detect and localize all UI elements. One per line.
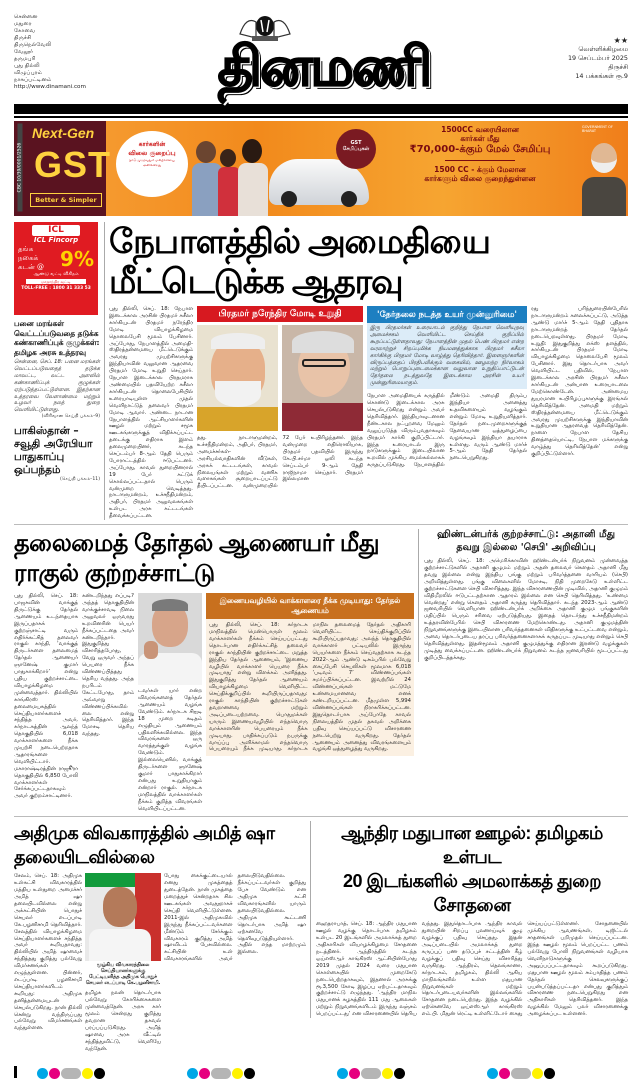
color-dot	[244, 1068, 255, 1079]
admk-col2: தமிழக நலன் தொடர்பாக பல்வேறு கோரிக்கைகளை முன்வைத்தேன். அரசு கார் மூலம் சென்றது குறித்து தவறான தகவல் பரப்பப்படுகிறது. அமித் ஷாவை அரசு வீட்டில் சந்தித்துவிட்டு, வெளியே வந்தேன்.	[85, 990, 161, 1052]
pm-photo	[582, 143, 626, 216]
edition-list	[14, 14, 134, 91]
color-dot	[37, 1068, 48, 1079]
color-dot	[82, 1068, 93, 1079]
issue-day: வெள்ளிக்கிழமை	[578, 45, 628, 53]
adani-story	[418, 529, 628, 662]
icl-brand: ICL	[32, 225, 80, 236]
color-dot	[544, 1068, 555, 1079]
color-dot	[361, 1068, 381, 1079]
offer-line: கார்களும் விலை குறைந்துள்ளன	[424, 174, 536, 183]
icl-text: தங்க	[18, 245, 34, 253]
edition: வேலூர்	[14, 49, 34, 55]
icl-fincorp-ad[interactable]	[14, 222, 98, 315]
registration-marks	[487, 1063, 607, 1082]
registration-marks	[337, 1063, 487, 1082]
issue-info	[518, 36, 628, 81]
gst-ad-banner[interactable]	[14, 121, 628, 216]
andhra-headline-1[interactable]: ஆந்திர மதுபான ஊழல்: தமிழகம் உள்பட	[341, 823, 603, 868]
edition: திருச்சி	[14, 35, 32, 41]
ec-box-text: புது தில்லி, செப். 18: கர்நாடக மாநிலத்தில் மென்பொருள் மூலம் வாக்காளர்கள் நீக்கம் செய்யப்பட்டது தொடர்பான எதிர்க்கட்சித் தலைவர் ராகுல் காந்தியின் குற்றச்சாட்டை மறுத்த இந்திய தேர்தல் ஆணையம், ‘இணைய வழியில் வாக்காளர் பெயரை நீக்க முடியாது’ என்று விளக்கம் அளித்தது. இதுகுறித்து தேர்தல் ஆணையம் வியாழக்கிழமை வெளியிட்ட செய்திக்குறிப்பில் கூறியிருப்பதாவது: ராகுல் காந்தியின் குற்றச்சாட்டுகள் தவறானவை மற்றும் அடிப்படையற்றவை. பொதுமக்கள் யாரும் இணையவழியில் எந்தவொரு வாக்காளரின் பெயரையும் நீக்க முடியாது. பாதிக்கப்படும் நபருக்கு வாய்ப்பு அளிக்காமல் எந்தவொரு பெயரையும் நீக்க முடியாது. கர்நாடக மாநில தலைமைத் தேர்தல் அதிகாரி வெளியிட்ட செய்திக்குறிப்பில் கூறியிருப்பதாவது: அலந்த் தொகுதியில் வாக்காளர் பட்டியலில் இருந்து பெயர்களை நீக்கம் செய்வதற்காக கடந்த 2022-ஆம் ஆண்டு டிசம்பரில் பல்வேறு கைப்பேசி செயலிகள் மூலமாக 6,018 ‘படிவம் 7’ விண்ணப்பங்கள் சமர்ப்பிக்கப்பட்டன. இவற்றில் 24 விண்ணப்பங்கள் மட்டுமே உண்மையானவை எனக் கண்டறியப்பட்டன. மீதமுள்ள 5,994 விண்ணப்பங்கள் நிராகரிக்கப்பட்டன. இதுதொடர்பாக அப்போதே காவல் நிலையத்தில் முதல் தகவல் அறிக்கை பதிவு செய்யப்பட்டு விசாரணை நடைபெற்று வருகிறது. தேர்தல் ஆணையம் அனைத்து விவரங்களையும் வழங்கி ஒத்துழைத்து வருகிறது.	[206, 619, 414, 756]
brief-ref: (விரிவான செய்தி பக்கம்–9)	[41, 414, 100, 420]
andhra-story	[310, 821, 628, 1018]
lead-story	[104, 222, 628, 520]
edition: தருமபுரி	[14, 56, 36, 62]
edappadi-caption: மூழ்கிய விவகாரத்திலை செய்தியாளர்களுக்கு பேட்டியளித்த அதிமுக பொதுச் செயலர் எடப்பாடி கே.பழனிசாமி.	[85, 963, 161, 987]
color-dot	[94, 1068, 105, 1079]
brief-headline[interactable]: பனை மரங்கள் வெட்டப்படுவதை தடுக்க கண்காணிப்புக் குழுக்கள்: தமிழக அரசு உத்தரவு	[14, 319, 100, 357]
brief-body: சென்னை, செப். 18: பனை மரங்கள் வெட்டப்படுவதைத் தடுக்க மாவட்ட, வட்ட அளவில் கண்காணிப்புக் குழுக்கள் ஏற்படுத்தப்பட்டுள்ளன. இதற்கான உத்தரவை வேளாண்மை மற்றும் உழவர் நலத் துறை வெளியிட்டுள்ளது.	[14, 359, 100, 414]
rahul-col1: புது தில்லி, செப். 18: பாஜகவின் வாக்குத் திருட்டுக்கு தேர்தல் ஆணையம் உடந்தையாக இருப்பதாகக் குற்றஞ்சாட்டி வரும் எதிர்க்கட்சித் தலைவர் ராகுல் காந்தி, ‘வாக்குத் திருடர்களை தலைமைத் தேர்தல் ஆணையர் ஞானேஷ் குமார் பாதுகாக்கிறார்’ என்று புதிய குற்றச்சாட்டை வியாழக்கிழமை முன்வைத்தார். தில்லியில் காங்கிரஸ் தலைமையகத்தில் செய்தியாளர்களைச் சந்தித்த அவர், கர்நாடகத்தின் ஆலந்த் தொகுதியில் 6,018 வாக்காளர்களை நீக்க முயற்சி நடைபெற்றதாக ஆதாரங்களை வெளியிட்டார். மகாராஷ்டிரத்தின் ராஜூரா தொகுதியில் 6,850 போலி வாக்காளர்கள் சேர்க்கப்பட்டதாகவும் அவர் குற்றம்சாட்டினார்.	[14, 593, 78, 800]
color-dot	[499, 1068, 510, 1079]
issue-date: 19 செப்டம்பர் 2025	[567, 54, 628, 62]
modi-photo	[197, 325, 278, 431]
ad-left-panel	[14, 121, 112, 216]
color-dot	[49, 1068, 60, 1079]
registration-marks	[37, 1063, 187, 1082]
admk-col3: போது கைக்குட்டையால் எனது முகத்தைத் துடைத்தேன். நான் முகத்தை மறைத்துச் சென்றதாக சில ஊடகங்கள் அவதூறாகச் செய்தி வெளியிட்டுள்ளன. 2011-இல் அதிமுகவில் இருந்து நீக்கப்பட்டவர்களை மீண்டும் சேர்க்கும் விவகாரம் குறித்து அமித் ஷாவிடம் பேசவில்லை. கட்சியின் உள் விவகாரங்களில் அவர் தலையிடுவதில்லை. நீக்கப்பட்டவர்கள் குறித்து பேச வேண்டும் என அதிமுக கட்சி விவகாரங்களில் யாரும் தலையிடுவதில்லை. அதிமுக கூட்டணி தொடர்பாக அமித் ஷா ஏற்கனவே தெளிவுபடுத்தியுள்ளார். அதில் எந்த மாற்றமும் இல்லை.	[164, 873, 306, 963]
lead-box-block	[367, 306, 527, 469]
rahul-headline[interactable]: தலைமைத் தேர்தல் ஆணையர் மீது ராகுல் குற்றச்சாட்டு	[14, 530, 380, 588]
registration-bar	[14, 1066, 17, 1078]
registration-row	[14, 1063, 628, 1082]
ad-offer	[382, 125, 578, 183]
edition: நாகப்பட்டினம்	[14, 77, 52, 83]
icl-text: நகைக்	[18, 254, 39, 262]
color-dot	[61, 1068, 81, 1079]
rahul-col3: டவர்கள் யார் என்ற விவரங்களைத் தேர்தல் ஆணையம் வழங்க வேண்டும். கர்நாடக சிஐடி 18 முறை கடிதம் எழுதியும் ஆணையம் பதிலளிக்கவில்லை. இந்த விவரங்களை ஒரு வாரத்துக்குள் வழங்க வேண்டும். இல்லையெனில், வாக்குத் திருடர்களை ஞானேஷ் குமார் பாதுகாக்கிறார் என்பது உறுதியாகும் என்றார் ராகுல். கர்நாடக மாநிலத்தில் வாக்காளர்கள் நீக்கம் குறித்த விவரங்கள் வெளியிடப்பட்டன.	[138, 688, 202, 812]
section-rule	[14, 524, 628, 525]
lead-subhead-banner: பிரதமர் நரேந்திர மோடி உறுதி	[197, 306, 363, 322]
rahul-photo	[138, 593, 202, 685]
edition: கோவை	[14, 28, 36, 34]
lead-box-title: 'தேர்தலை நடத்த உயர் முன்னுரிமை'	[367, 306, 527, 323]
admk-columns	[14, 873, 306, 1052]
edition: புது தில்லி	[14, 63, 40, 69]
icl-sub: மாதாந்திர வட்டி	[26, 279, 86, 284]
edition: திருநெல்வேலி	[14, 42, 52, 48]
icl-text: கடன் @	[18, 263, 45, 271]
color-dot	[532, 1068, 543, 1079]
adani-body: புது தில்லி, செப். 18: அமெரிக்காவின் ஹிண்டன்பர்க் நிறுவனம் முன்வைத்த குற்றச்சாட்டுகளில் அதானி குழுமம் மற்றும் அதன் தலைவர் கௌதம் அதானி மீது தவறு இல்லை என்று இந்திய பங்கு மற்றும் பரிவர்த்தனை வாரியம் (செபி) அறிவித்துள்ளது. பங்கு விலைகளில் மோசடி, நிதி முறைகேடு உள்ளிட்ட குற்றச்சாட்டுகளை செபி விசாரித்தது. இந்த விசாரணையின் முடிவில், அதானி குழுமம் விதிமீறலில் ஈடுபட்டதற்கான ஆதாரம் இல்லை என செபி தெரிவித்தது. ‘உண்மை வென்றது’ என்று கௌதம் அதானி கருத்து தெரிவித்தார். கடந்த 2023-ஆம் ஆண்டு ஜனவரியில் வெளியான ஹிண்டன்பர்க் அறிக்கை அதானி குழும பங்குகளின் மதிப்பில் பெரும் சரிவை ஏற்படுத்தியது. இதைத் தொடர்ந்து உச்சநீதிமன்றம் உத்தரவின்பேரில் செபி விசாரணை மேற்கொண்டது. அதானி குழுமத்தின் நிறுவனங்களுக்கு இடையிலான பரிவர்த்தனைகள் விதிகளுக்கு உட்பட்டவை என்றும், அவை தொடர்புடைய தரப்பு பரிவர்த்தனைகளாகக் கருதப்பட முடியாது என்றும் செபி தெரிவித்துள்ளது. இதன்மூலம் அதானி குழுமத்துக்கு எதிரான இரண்டு வழக்குகள் முடித்து வைக்கப்பட்டன. ஹிண்டன்பர்க் நிறுவனம் கடந்த ஜனவரியில் மூடப்பட்டது குறிப்பிடத்தக்கது.	[424, 558, 628, 661]
lead-col4: ரது பரிந்துரையின்பேரில் நாடாளுமன்றம் கலைக்கப்பட்டு, அடுத்த ஆண்டு மார்ச் 5-ஆம் தேதி புதிதாக நாடாளுமன்றத் தேர்தல் நடைபெறவுள்ளது. பிரதமர் மோடி உறுதி: இதுகுறித்து எக்ஸ் தளத்தில், கார்கியுடன் பிரதமர் மோடி வியாழக்கிழமை தொலைபேசி மூலம் பேசினார். இது தொடர்பாக அவர் வெளியிட்ட பதிவில், ‘நேபாள இடைக்கால அரசின் பிரதமர் சுசீலா கார்கியுடன் அன்பான உரையாடலை மேற்கொண்டேன். அண்மைய துயரமான உயிரிழப்புகளுக்கு இரங்கல் தெரிவித்தேன். அமைதி மற்றும் ஸ்திரத்தன்மையை மீட்டெடுக்கும் அவரது முயற்சிகளுக்கு இந்தியாவின் உறுதியான ஆதரவைத் தெரிவித்தேன். நாளை நேபாள தேசிய தினத்தையொட்டி, நேபாள மக்களுக்கு வாழ்த்து தெரிவித்தேன்’ என்று குறிப்பிட்டுள்ளார்.	[531, 306, 628, 458]
admk-headline[interactable]: அதிமுக விவகாரத்தில் அமித் ஷா தலையிடவில்லை	[14, 823, 275, 868]
color-dot	[187, 1068, 198, 1079]
color-dot	[487, 1068, 498, 1079]
lead-photo-block	[197, 306, 363, 490]
icl-rate: 9%	[60, 246, 94, 271]
rahul-photo-block	[138, 593, 202, 812]
edition: விழுப்புரம்	[14, 70, 43, 76]
ec-box	[206, 593, 414, 756]
left-column	[14, 222, 100, 483]
section-lead	[14, 222, 628, 520]
gov-logo: GOVERNMENT OF BHARAT	[582, 125, 613, 134]
andhra-headline-2[interactable]: 20 இடங்களில் அமலாக்கத் துறை சோதனை	[343, 871, 601, 916]
andhra-body: ஹைதராபாத், செப். 18: ஆந்திர மதுபான ஊழல் வழக்கு தொடர்பாக தமிழகம் உள்பட 20 இடங்களில் அமலாக்கத் துறை அதிகாரிகள் வியாழக்கிழமை சோதனை நடத்தினர். ஆந்திரத்தில் கடந்த ஒய்எஸ்ஆர் காங்கிரஸ் ஆட்சியின்போது 2019 முதல் 2024 வரை மதுபான கொள்கையில் முறைகேடு நடைபெற்றதாகவும், இதனால் அரசுக்கு ரூ.3,500 கோடி இழப்பு ஏற்பட்டதாகவும் குற்றச்சாட்டு எழுந்தது. ‘ஆந்திர மாநில மதுபானக் கழகத்தில் 111 மது ஆலைகள் மற்றும் நிறுவனங்களிடம் இருந்து லஞ்சம் பெறப்பட்டது’ என விசாரணையில் தெரிய வந்தது. இதுதொடர்பாக ஆந்திர காவல் துறையின் சிறப்பு புலனாய்வுக் குழு வழக்குப் பதிவு செய்தது. இதன் அடிப்படையில் அமலாக்கத் துறை கருப்புப் பண தடுப்புச் சட்டத்தின் கீழ் வழக்குப் பதிவு செய்து விசாரித்து வருகிறது. ஆந்திரம், தெலங்கானா, கர்நாடகம், தமிழகம், தில்லி ஆகிய மாநிலங்களில் உள்ள மதுபான நிறுவனங்கள் மற்றும் தொடர்புடையவர்களின் இல்லங்களில் சோதனை நடைபெற்றது. இந்த வழக்கில் ஏற்கெனவே ஒய்எஸ்ஆர் காங்கிரஸ் எம்.பி. மிதுன் ரெட்டி உள்ளிட்டோர் கைது செய்யப்பட்டுள்ளனர். சோதனையில் முக்கிய ஆவணங்கள், டிஜிட்டல் சாதனங்கள் பறிமுதல் செய்யப்பட்டன. இந்த ஊழல் மூலம் பெறப்பட்ட பணம் பல்வேறு போலி நிறுவனங்கள் வழியாக வெளிநாடுகளுக்கு அனுப்பப்பட்டதாகவும் கூறப்படுகிறது. மதுபான ஊழல் மூலம் சம்பாதித்த பணம் தேர்தல் செலவுகளுக்குப் பயன்படுத்தப்பட்டதா என்பது குறித்தும் விசாரணை நடைபெறுகிறது என அதிகாரிகள் தெரிவித்தனர். இந்த வழக்கில் மேலும் பலர் விசாரணைக்கு அழைக்கப்பட உள்ளனர்.	[316, 921, 628, 1018]
color-dot	[232, 1068, 243, 1079]
bubble-text: நாடு முழுவதும் மகிழ்ச்சியை அளிக்கிறது	[129, 158, 175, 167]
bubble-text: விலை குறைப்பு	[128, 149, 176, 157]
admk-col1: சேலம், செப். 18: அதிமுக உள்கட்சி விவகாரத்தில் மத்திய உள்துறை அமைச்சர் அமித் ஷா தலையிடவில்லை என்று அக்கட்சியின் பொதுச் செயலர் எடப்பாடி கே.பழனிசாமி தெரிவித்தார். சேலத்தில் வியாழக்கிழமை செய்தியாளர்களைச் சந்தித்த அவர் கூறியதாவது: தில்லியில் அமித் ஷாவைச் சந்தித்தது குறித்து பல்வேறு விமர்சனங்கள் எழுந்துள்ளன. பின்னர், எடப்பாடி பழனிசாமி செய்தியாளர்களிடம் கூறியது: அதிமுக தனித்தன்மையுடன் செயல்படுகிறது. நான் தில்லி சென்று வந்திருப்பது பல்வேறு விமர்சனங்கள் வந்துள்ளன.	[14, 873, 82, 1032]
color-dot	[199, 1068, 210, 1079]
pages-price: 14 பக்கங்கள் ரூ.9	[575, 72, 628, 80]
ad-bubble	[116, 131, 188, 197]
color-dot	[394, 1068, 405, 1079]
icl-tollfree: TOLL-FREE : 1800 31 333 53	[21, 286, 91, 291]
lead-col3: நேபாள அமைதியைக் கருத்தில் கொண்டு இடைக்கால அரசு செயல்படுகிறது என்றும் அவர் தெரிவித்தார். இந்தியாவுடனான நீண்டகால நட்புறவை மேலும் வலுப்படுத்த விரும்புவதாகவும் பிரதமர் கார்கி குறிப்பிட்டார். இந்த உரையாடல் இரு நாடுகளுக்கும் இடையிலான உறவில் முக்கிய மைல்கல்லாகக் கருதப்படுகிறது. நேபாளத்தில் மீண்டும் அமைதி திரும்ப இந்தியா அனைத்து உதவிகளையும் வழங்கும் என்றும் மோடி உறுதியளித்தார். தேர்தல் நடைமுறைகளுக்குத் தேவையான ஒத்துழைப்பை வழங்கவும் இந்தியா தயாராக உள்ளது. வரும் ஆண்டு மார்ச் 5-ஆம் தேதி தேர்தல் நடைபெறுகிறது.	[367, 393, 527, 469]
registration-marks	[187, 1063, 337, 1082]
bubble-text: கார்களின்	[138, 141, 166, 148]
edappadi-photo	[85, 873, 161, 961]
offer-line: கார்கள் மீது	[460, 134, 500, 143]
pakistan-headline[interactable]: பாகிஸ்தான் – சவூதி அரேபியா பாதுகாப்பு ஒப்பந்தம்	[14, 425, 93, 477]
ad-title: Next-Gen	[32, 125, 95, 141]
color-dot	[511, 1068, 531, 1079]
section-rule	[14, 816, 628, 817]
lead-box-text: இரு பிரதமர்கள் உரையாடல் குறித்து நேபாள வெளியுறவு அமைச்சகம் வெளியிட்ட செய்திக் குறிப்பில் கூறப்பட்டுள்ளதாவது: நேபாளத்தின் முதல் பெண் பிரதமர் என்ற வரலாற்றுச் சிறப்புமிக்க நியமனத்துக்காக பிரதமர் சுசீலா கார்கிக்கு பிரதமர் மோடி வாழ்த்து தெரிவித்தார். இளைஞர்களின் விருப்பத்தைப் பிரதிபலிக்கும் வகையில், ஊழலற்ற நிர்வாகம் மற்றும் பொறுப்புடைமைக்கான வலுவான உறுதிப்பாட்டுடன் தேர்தலை நடத்துவதே இடைக்கால அரசின் உயர் முன்னுரிமையாகும்.	[367, 323, 527, 389]
website-link[interactable]: http://www.dinamani.com	[14, 84, 86, 90]
lead-headline[interactable]: நேபாளத்தில் அமைதியை மீட்டெடுக்க ஆதரவு	[109, 223, 490, 301]
edition-stars: ★★	[613, 36, 628, 45]
section-bottom	[14, 821, 628, 1052]
pakistan-ref: (செய்தி பக்கம்–11)	[59, 477, 100, 483]
ad-code: CBC 10/39/0001/2526	[18, 124, 23, 212]
gst-savings-badge: GST சேமிப்புகள்	[336, 129, 376, 169]
sushila-karki-photo	[282, 325, 363, 431]
icl-sub: ஆண்டு வட்டி விகிதம்	[33, 272, 79, 277]
admk-photo-block	[85, 873, 161, 1052]
lead-columns	[109, 306, 628, 520]
admk-story	[14, 821, 306, 1052]
offer-line: 1500 CC - க்கும் மேலான	[434, 165, 526, 174]
section-rahul	[14, 529, 628, 812]
masthead-rule	[14, 104, 628, 116]
family-photo	[192, 133, 272, 216]
offer-line: 1500CC வரையிலான	[441, 125, 519, 134]
ad-tagline: Better & Simpler	[30, 193, 102, 207]
color-dot	[382, 1068, 393, 1079]
lead-col1: புது தில்லி, செப். 18: நேபாள இடைக்கால அரசின் பிரதமர் சுசீலா கார்கியுடன் பிரதமர் நரேந்திர மோடி வியாழக்கிழமை தொலைபேசி மூலம் பேசினார். அப்போது, நேபாளத்தில் அமைதி-ஸ்திரத்தன்மையை மீட்டெடுக்கும் அவரது முயற்சிகளுக்கு இந்தியாவின் வலுவான ஆதரவை பிரதமர் மோடி உறுதி செய்தார். நேபாள இடைக்கால பிரதமராக அண்மையில் பதவியேற்ற சுசீலா கார்கியுடன் தொலைபேசியில் உரையாடியுள்ள முதல் வெளிநாட்டுத் தலைவர் பிரதமர் மோடி ஆவார். அண்டை நாடான நேபாளத்தில் ஆட்சியாளர்களின் ஊழல் மற்றும் சமூக ஊடகங்களுக்குத் விதிக்கப்பட்ட தடைக்கு எதிராக இளம் தலைமுறையினர், கடந்த செப்டம்பர் 8-ஆம் தேதி பெரும் போராட்டத்தில் ஈடுபட்டனர். அப்போது, காவல் துறையினரால் 19 பேர் சுட்டுக் கொல்லப்பட்டதால் பெரும் வன்முறை வெடித்தது. நாடாளுமன்றம், உச்சநீதிமன்றம், அதிபர், பிரதமர் அலுவலகங்கள் உள்பட அரசு கட்டடங்கள் தீவைக்கப்பட்டன.	[109, 306, 193, 520]
color-dot	[211, 1068, 231, 1079]
ec-box-title: இணையவழியில் வாக்காளரை நீக்க முடியாது: தேர்தல் ஆணையம்	[206, 593, 414, 619]
edition: மதுரை	[14, 21, 32, 27]
rahul-col2: கண்டறிந்தது எப்படி? அந்தத் தொகுதியின் வாக்குச்சாவடி நிலை அலுவலர் ஒருவரது உறவினரின் பெயர் நீக்கப்பட்டதை அவர் கண்டறிந்தார். இதுகுறித்து விசாரித்தபோது, வேறு ஒருவர் அந்தப் பெயரை நீக்க விண்ணப்பித்தது தெரிய வந்தது. அந்த நபரிடம் கேட்டபோது, தாம் அவ்வாறு விண்ணப்பிக்கவில்லை என்று தெரிவித்தார். இந்த மோசடி தெரிய வந்தது.	[82, 593, 134, 738]
adani-headline[interactable]: ஹிண்டன்பர்க் குற்றச்சாட்டு: அதானி மீது தவறு இல்லை 'செபி' அறிவிப்பு	[436, 529, 616, 553]
edition: சென்னை	[14, 14, 38, 20]
rahul-story	[14, 529, 414, 812]
offer-line: ₹70,000-க்கும் மேல் சேமிப்பு	[409, 144, 551, 155]
masthead	[14, 0, 628, 104]
ad-title-gst: GST	[34, 144, 112, 185]
color-dot	[337, 1068, 348, 1079]
lead-col2: தது. நாடாளுமன்றம், உச்சநீதிமன்றம், அதிபர், பிரதமர், அமைச்சர்கள்-அரசியல்வாதிகளின் வீடுகள், அரசுக் கட்டடங்கள், காவல் நிலையங்கள் மற்றும் வணிக வளாகங்கள் சூறையாடப்பட்டு தீயிடப்பட்டன. வன்முறையில் 72 பேர் உயிரிழந்தனர். இந்த வன்முறை எதிரொலியாக, பிரதமர் பதவியில் இருந்து கே.பி.சர்மா ஓலி கடந்த செப்டம்பர் 9-ஆம் தேதி ராஜிநாமா செய்தார். பிரதமர் இல்லமான	[197, 435, 363, 490]
icl-name: ICL Fincorp	[33, 236, 79, 244]
issue-edition: திருச்சி	[608, 63, 628, 71]
rahul-columns	[14, 593, 414, 812]
color-dot	[349, 1068, 360, 1079]
newspaper-logo: தினமணி	[217, 34, 431, 98]
